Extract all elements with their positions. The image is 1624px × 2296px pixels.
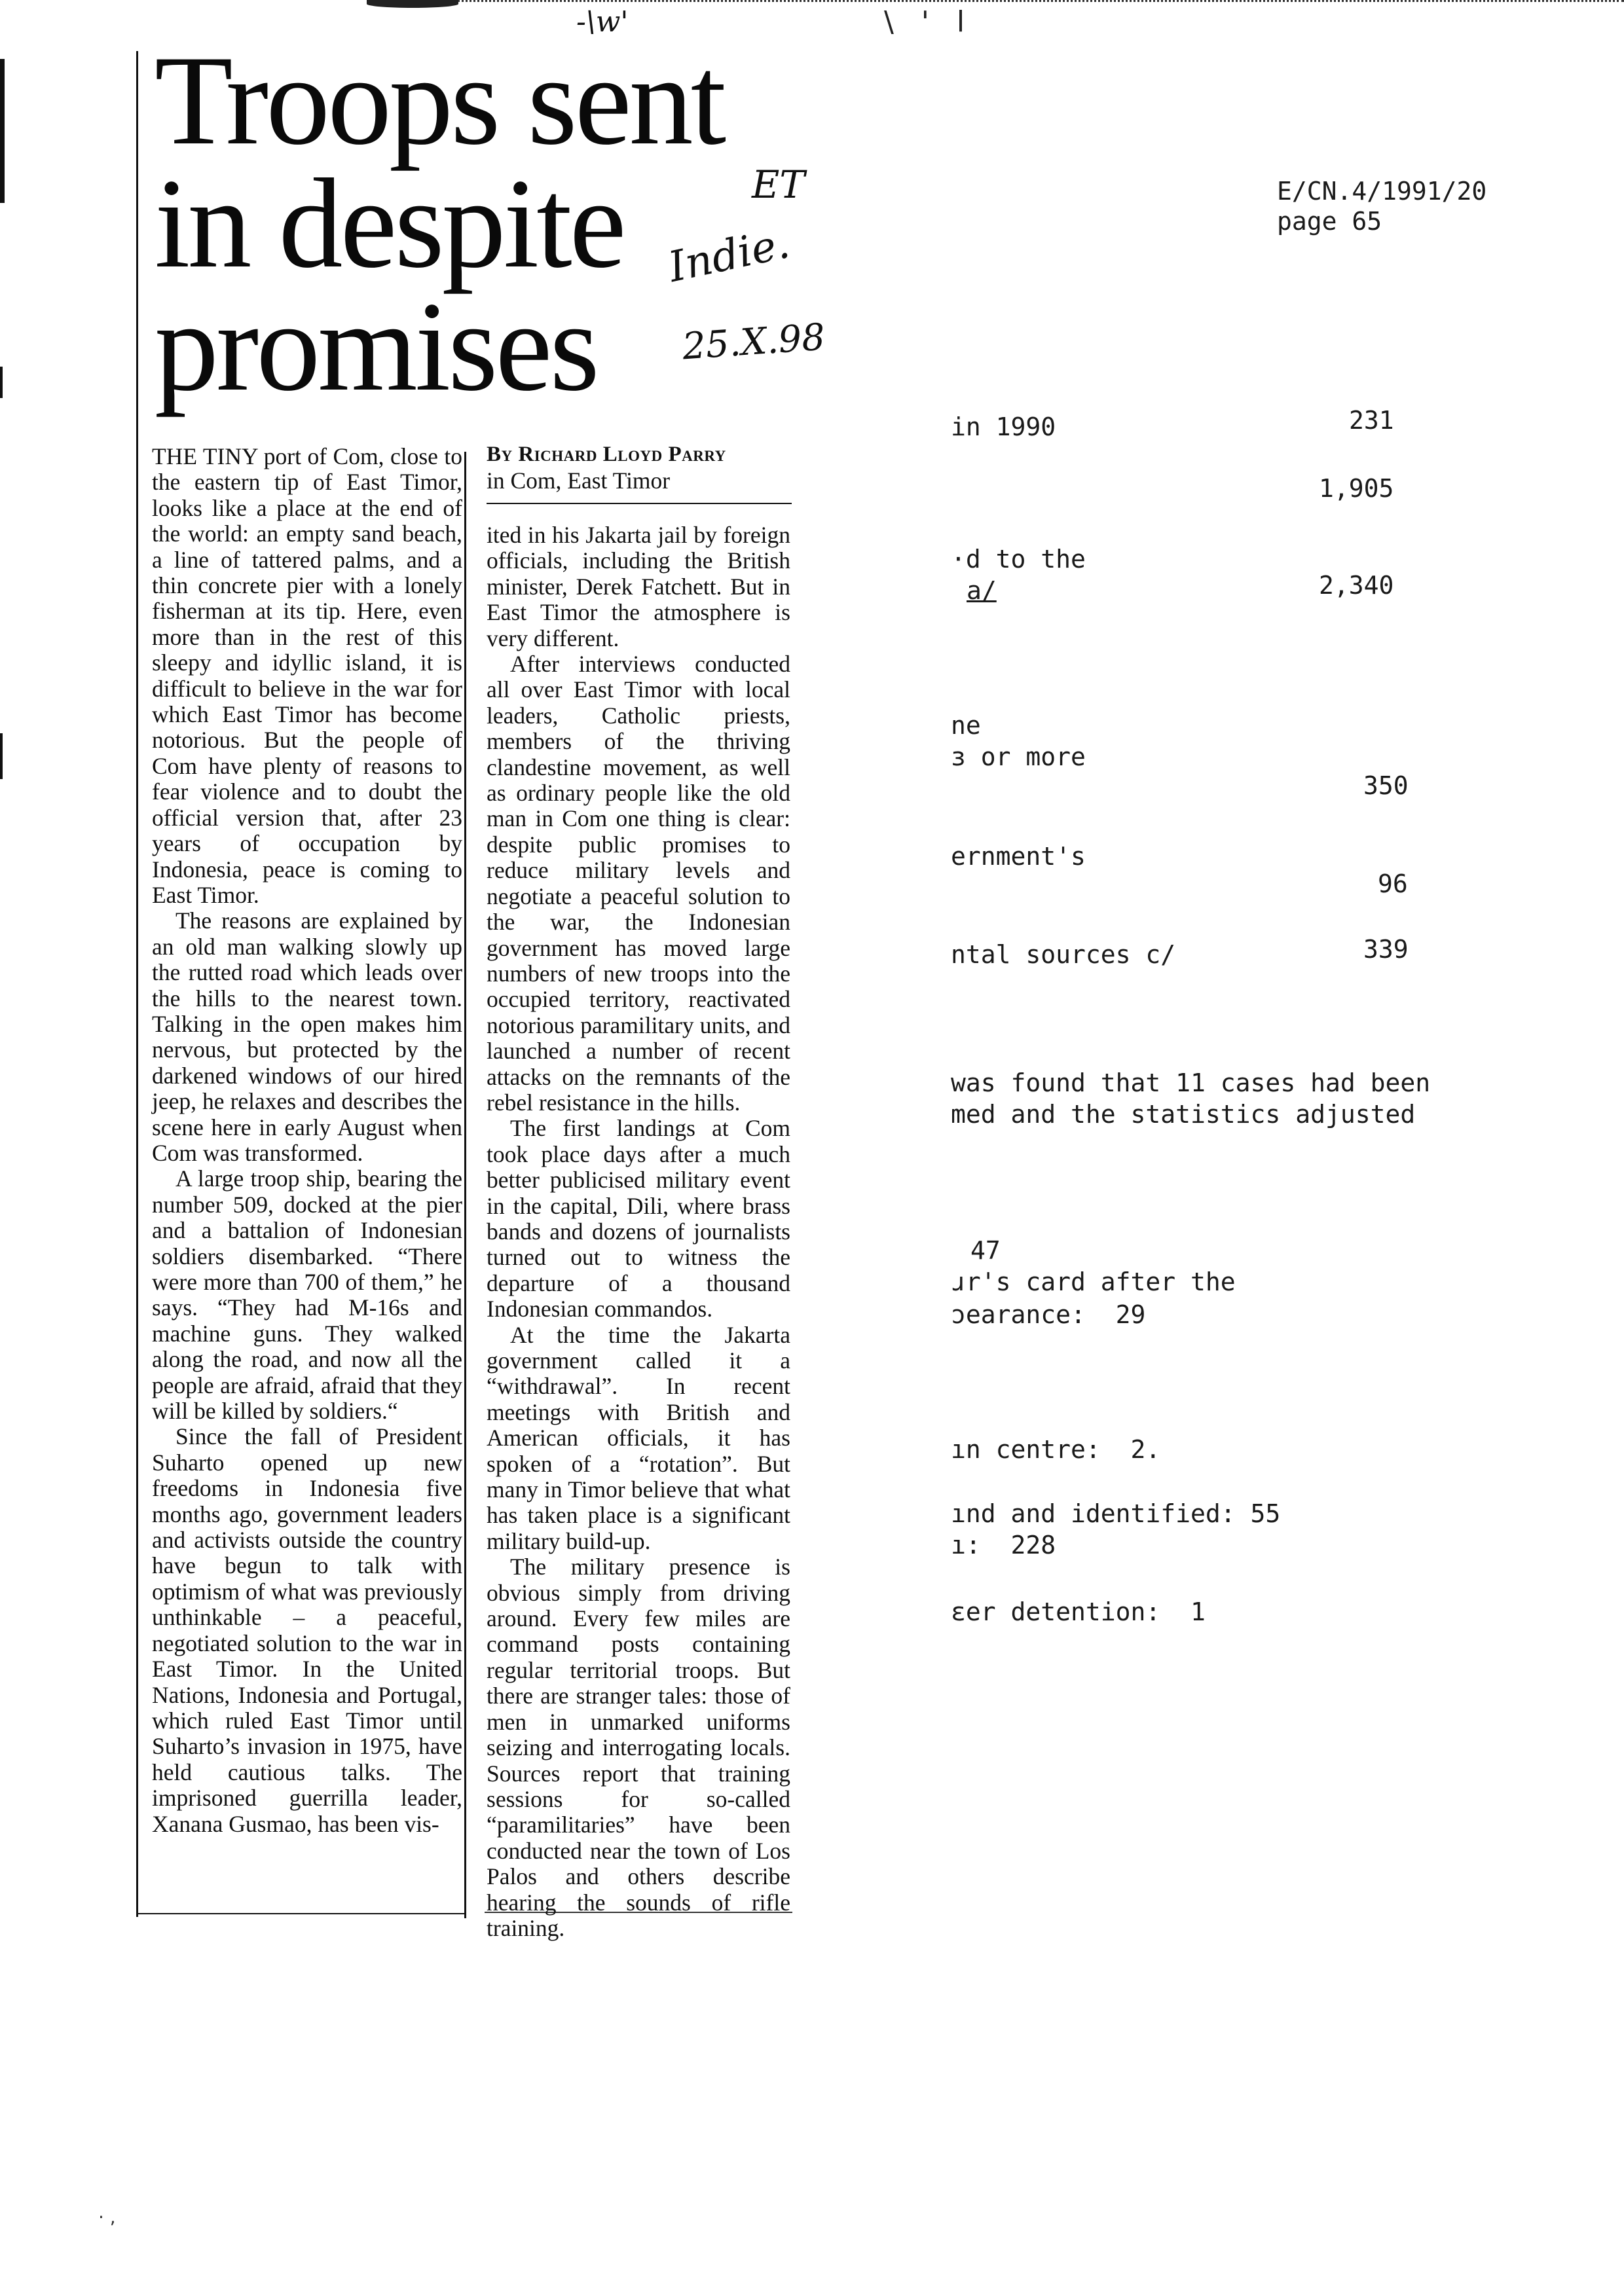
document-value: 339 xyxy=(1363,935,1409,964)
document-value: 350 xyxy=(1363,771,1409,800)
handwritten-top-marks: \ ' l xyxy=(884,5,974,39)
article-paragraph: Since the fall of President Suharto opened up new freedoms in Indonesia five months ago, government leaders and activists outside the country have begun to talk with optimism of what was previously unthinkable – a peaceful, negotiated solution to the war in East Timor. In the United Nations, Indonesia and Portugal, which ruled East Timor until Suharto’s invasion in 1975, have held cautious talks. The imprisoned guerrilla leader, Xanana Gusmao, has been vis- xyxy=(152,1423,462,1837)
binding-mark xyxy=(0,59,5,203)
headline-line: in despite xyxy=(155,153,624,295)
scan-corner-mark: · , xyxy=(98,2206,116,2228)
scan-smudge xyxy=(367,0,458,8)
document-label: a/ xyxy=(967,576,997,605)
document-value: 231 xyxy=(1349,406,1394,435)
document-label: ntal sources c/ xyxy=(951,940,1176,969)
document-value: 1,905 xyxy=(1319,474,1394,503)
article-paragraph: The reasons are explained by an old man walking slowly up the rutted road which leads over the hills to the nearest town. Talking in the open makes him nervous, but protected by the darkened windows of our hired jeep, he relaxes and describes the scene here in early August when Com was transformed. xyxy=(152,907,462,1166)
article-column-1 xyxy=(152,444,462,1837)
article-paragraph: ited in his Jakarta jail by foreign officials, including the British minister, Derek Fatchett. But in East Timor the atmosphere is very different. xyxy=(487,522,790,651)
clipping-bottom-edge xyxy=(138,1913,465,1914)
document-label: ·d to the xyxy=(951,545,1086,574)
binding-mark xyxy=(0,733,3,779)
article-column-2 xyxy=(487,522,790,1941)
document-page-number: page 65 xyxy=(1277,207,1382,236)
document-label: ın centre: 2. xyxy=(951,1435,1161,1464)
document-label: 47 xyxy=(970,1236,1001,1265)
document-value: 96 xyxy=(1378,869,1408,898)
document-label: ernment's xyxy=(951,842,1086,871)
handwritten-top-scribble: -\w' xyxy=(576,5,629,39)
document-label: ne xyxy=(951,711,981,740)
handwritten-note-date: 25.X.98 xyxy=(680,316,826,369)
article-paragraph: THE TINY port of Com, close to the eastern tip of East Timor, looks like a place at the end of the world: an empty sand beach, a line of tattered palms, and a thin concrete pier with a lonely fisherman at its tip. Here, even more than in the rest of this sleepy and idyllic island, it is difficult to believe in the war for which East Timor has become notorious. But the people of Com have plenty of reasons to fear violence and to doubt the official version that, after 23 years of occupation by Indonesia, peace is coming to East Timor. xyxy=(152,443,462,908)
document-label: was found that 11 cases had been xyxy=(951,1068,1431,1097)
article-paragraph: The first landings at Com took place days after a much better publicised military event in the capital, Dili, where brass bands and dozens of journalists turned out to witness the departure of a thousand Indonesian commandos. xyxy=(487,1115,790,1322)
article-paragraph: At the time the Jakarta government called it a “withdrawal”. In recent meetings with British and American officials, it has spoken of a “rotation”. But many in Timor believe that what has taken place is a significant military build-up. xyxy=(487,1321,790,1554)
article-paragraph: A large troop ship, bearing the number 509, docked at the pier and a battalion of Indonesian soldiers disembarked. “There were more than 700 of them,” he says. “They had M-16s and machine guns. They walked along the road, and now all the people are afraid, afraid that they will be killed by soldiers.“ xyxy=(152,1165,462,1425)
handwritten-note-et: ET xyxy=(752,162,805,207)
document-label: ɹr's card after the xyxy=(951,1267,1236,1296)
dateline: in Com, East Timor xyxy=(487,467,671,494)
document-reference: E/CN.4/1991/20 xyxy=(1277,177,1487,206)
document-label: ɛer detention: 1 xyxy=(951,1597,1206,1626)
document-label: ɔearance: 29 xyxy=(951,1300,1146,1329)
byline: By Richard Lloyd Parry xyxy=(487,443,726,466)
document-label: ınd and identified: 55 xyxy=(951,1499,1281,1528)
document-label: in 1990 xyxy=(951,412,1056,441)
binding-mark xyxy=(0,367,3,398)
column-divider xyxy=(464,452,466,1918)
article-paragraph: After interviews conducted all over East Timor with local leaders, Catholic priests, members of the thriving clandestine movement, as well as ordinary people like the old man in Com one thing is clear: despite public promises to reduce military levels and negotiate a peaceful solution to the war, the Indonesian government has moved large numbers of new troops into the occupied territory, reactivated notorious paramilitary units, and launched a number of recent attacks on the remnants of the rebel resistance in the hills. xyxy=(487,651,790,1116)
document-value: 2,340 xyxy=(1319,571,1394,600)
clipping-left-edge xyxy=(136,51,138,1917)
headline-line: Troops sent xyxy=(155,29,724,172)
byline-rule xyxy=(487,503,792,504)
article-paragraph: The military presence is obvious simply from driving around. Every few miles are command posts containing regular territorial troops. But there are stranger tales: those of men in unmarked uniforms seizing and interrogating locals. Sources report that training sessions for so-called “paramilitaries” have been conducted near the town of Los Palos and others describe hearing the sounds of rifle training. xyxy=(487,1554,790,1941)
document-label: ı: 228 xyxy=(951,1531,1056,1559)
headline-line: promises xyxy=(155,276,597,418)
document-label: med and the statistics adjusted xyxy=(951,1100,1416,1129)
scan-edge-artifact xyxy=(367,0,1624,9)
document-label: ɜ or more xyxy=(951,742,1086,771)
handwritten-note-source: Indie. xyxy=(664,219,794,292)
